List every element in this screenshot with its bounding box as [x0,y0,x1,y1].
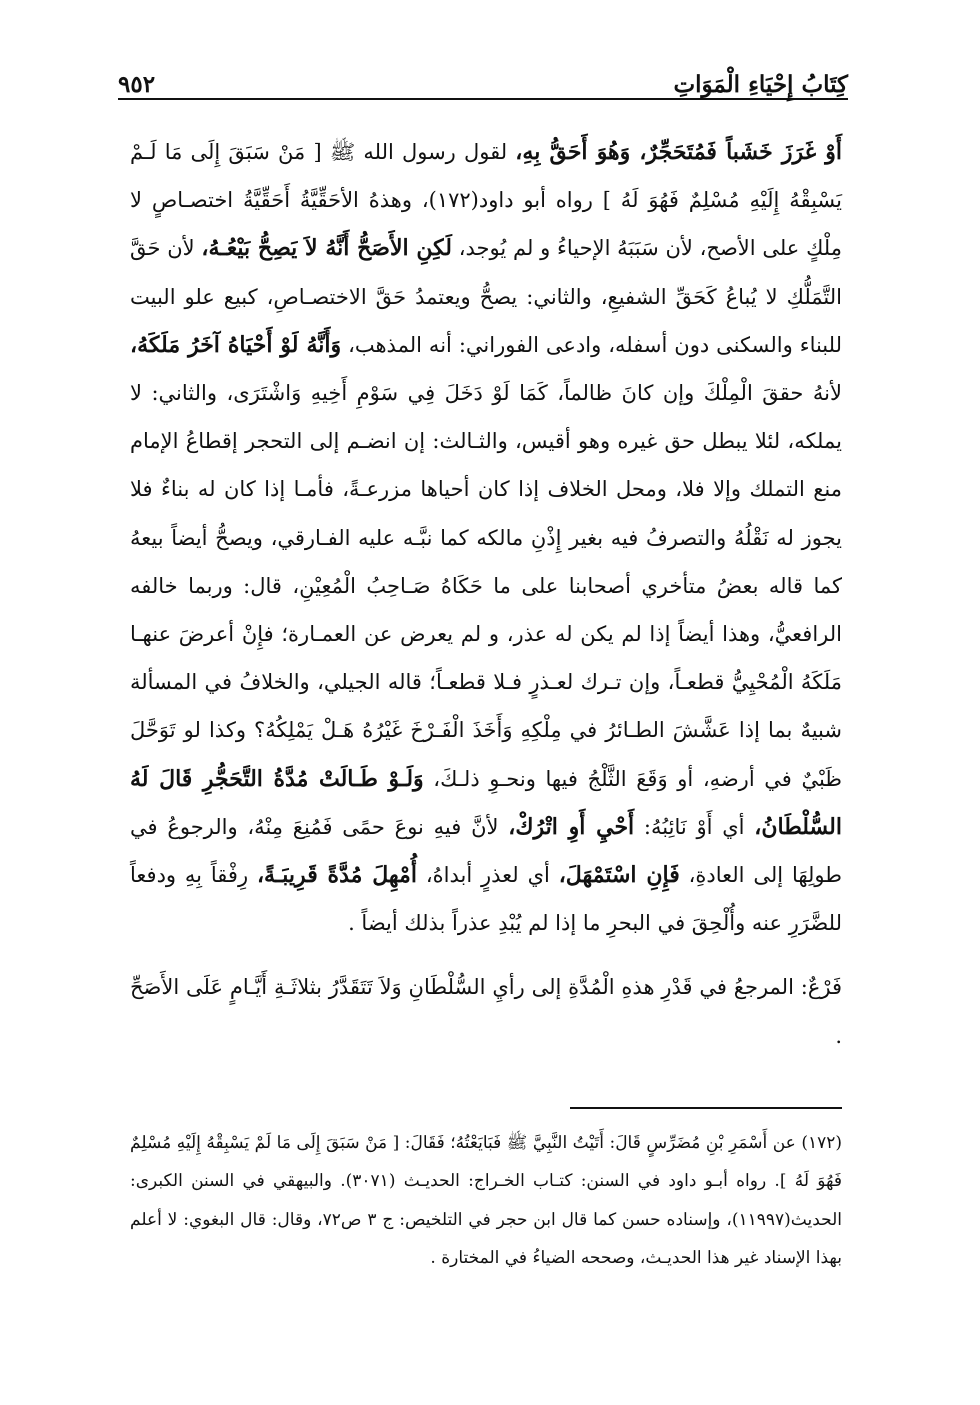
main-paragraph [130,128,842,947]
branch-paragraph: فَرْعٌ: المرجعُ في قَدْرِ هذهِ الْمُدَّةِ إلى رأيِ السُّلْطَانِ وَلاَ تَتَقَدَّرُ بثلاثَـةِ أَيَّـامٍ عَلَى الأَصَحِّ . [130,975,842,1048]
commentary-text: لأنهُ حققَ الْمِلْكَ وإن كانَ ظالماً، كَمَا لَوْ دَخَلَ فِي سَوْمِ أَخِيهِ وَاشْتَرَى، والثاني: لا يملكه، لئلا يبطل حق غيره وهو أقيس، والثـالث: إن انضـم إلى التحجر إقطاعُ الإمام منع التملك وإلا فلا، ومحل الخلاف إذا كان أحياها مزرعـةً، فأمـا إذا كان له بناءٌ فلا يجوز له نَقْلُهُ والتصرفُ فيه بغير إِذْنِ مالكه كما نبَّـه عليه الفـارقي، ويصحُّ أيضاً بيعهُ كما قاله بعضُ متأخري أصحابنا على ما حَكَاهُ صَـاحِبُ الْمُعِيْنِ، قال: وربما خالفه الرافعيُّ، وهذا أيضاً إذا لم يكن له عذر، و لم يعرض عن العمـارة؛ فإِنْ أعرضَ عنهـا مَلَكَهُ الْمُحْيِيُّ قطعـاً، وإن تـرك لعـذرٍ فـلا قطعـاً؛ قاله الجيلي، والخلافُ في المسألة شبيهٌ بما إذا عَشَّشَ الطـائرُ في مِلْكِهِ وَأَخَذَ الْفَـرْخَ غَيْرُهُ هَـلْ يَمْلِكُهُ؟ وكذا لو تَوَحَّلَ ظَبْيٌ في أرضهِ، أو وَقَعَ الثَّلْجُ فيها ونحـوِ ذلـكَ، [130,381,842,791]
commentary-text: أي لعذرٍ أبداهُ، [416,863,559,888]
footnote: (١٧٢) عن أَسْمَرِ بْنِ مُضَرِّسٍ قَالَ: أَتَيْتُ النَّبِيَّ ﷺ فَبَايَعْتُهُ؛ فَقَالَ: [ مَنْ سَبَقَ إِلَى مَا لَمْ يَسْبِقْهُ إِلَيْهِ مُسْلِمٌ فَهُوَ لَهُ ]. رواه أبـو داود في السنن: كتـاب الخـراج: الحديـث (٣٠٧١). والبيهقي في السنن الكبرى: الحديث(١١٩٩٧)، وإسناده حسن كما قال ابن حجر في التلخيص: ج ٣ ص٧٢، وقال: قال البغوي: لا أعلم بهذا الإسناد غير هذا الحديـث، وصححه الضياءُ في المختارة . [130,1133,843,1269]
matn-text: أَحْيِ أَوِ اتْرُكْ، [508,813,635,840]
matn-text: أَوْ غَرَزَ خَشَباً فَمُتَحَجِّرٌ، وَهُوَ أَحَقُّ بِهِ، [515,139,842,165]
matn-text: وَلَـوْ طَـالَتْ مُدَّةُ التَّحَجُّرِ قَالَ لَهُ السُّلْطَانُ، [130,765,842,840]
footnotes [130,1124,842,1278]
commentary-text: لقول رسول الله ﷺ [ مَنْ سَبَقَ إِلَى مَا لَـمْ يَسْبِقْهُ إِلَيْهِ مُسْلِمٌ فَهُوَ لَهُ ] رواه أبو داود(١٧٢)، وهذهُ الأحَقِّيَّةُ أَحَقِّيَّةُ اختصـاصٍ لا مِلْكٍ على الأصح، لأن سَبَبَهُ الإحياءُ و لم يُوجد، [130,140,842,261]
matn-text: أُمْهِلَ مُدَّةً قَرِيبَـةً، [256,862,417,889]
commentary-text: لأن حَقَّ التَّمَلُّكِ لا يُباعُ كَحَقِّ الشفيعِ، والثاني: يصحُّ ويعتمدُ حَقَّ الاختصـاصِ، كبيع علو البيت للبناء والسكنى دون أسفله، وادعى الفوراني: أنه المذهب، [130,236,842,357]
commentary-text: لأنَّ فيهِ نوعَ حمًى فَمُنِعَ مِنْهُ، والرجوعُ في طولِهَا إلى العادةِ، [130,814,842,888]
commentary-text: رِفْقاً بِهِ ودفعاً للضَّرَرِ عنه وأُلْحِقَ في البحرِ ما إذا لم يُبْدِ عذراً بذلك أيضاً . [130,863,842,936]
commentary-text: أي أَوْ نَائِبُهُ: [634,814,755,839]
matn-text: وَأَنَّهُ لَوْ أَحْيَاهُ آخَرُ مَلَكَهُ، [130,331,342,358]
book-title: كِتَابُ إِحْيَاءِ الْمَوَاتِ [673,71,848,98]
matn-text: لَكِنِ الأَصَحُّ أَنَّهُ لاَ يَصِحُّ بَيْعُـهُ، [201,235,452,262]
matn-text: فَإِنِ اسْتَمْهَلَ، [558,862,680,889]
running-header [118,56,848,100]
page-number: ٩٥٢ [118,71,156,98]
footnote-separator [570,1107,842,1109]
main-text [130,128,842,1060]
